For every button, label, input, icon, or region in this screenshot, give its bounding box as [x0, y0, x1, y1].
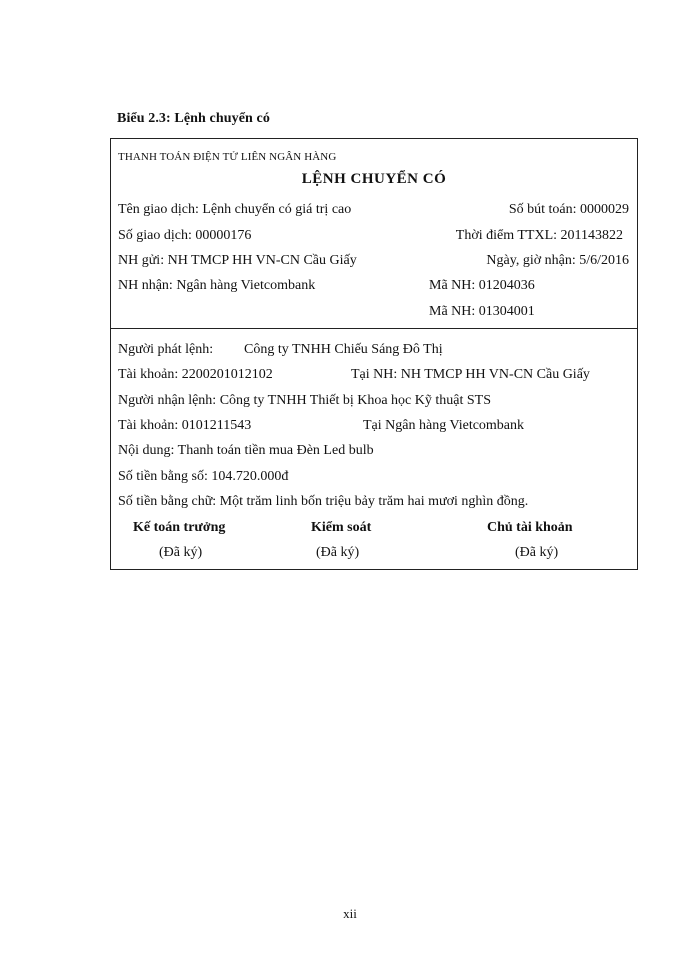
payee-bank: Tại Ngân hàng Vietcombank — [363, 418, 525, 433]
payer-account: Tài khoản: 2200201012102 — [118, 367, 273, 382]
payer-bank: Tại NH: NH TMCP HH VN-CN Cầu Giấy — [351, 367, 590, 382]
payee: Người nhận lệnh: Công ty TNHH Thiết bị Khoa học Kỹ thuật STS — [118, 393, 492, 408]
processing-time: Thời điểm TTXL: 201143822 — [455, 228, 623, 243]
payee-account: Tài khoản: 0101211543 — [118, 418, 252, 433]
transaction-number: Số giao dịch: 00000176 — [118, 228, 252, 243]
signature-status-chief-accountant: (Đã ký) — [159, 545, 203, 560]
transaction-name: Tên giao dịch: Lệnh chuyển có giá trị cao — [118, 202, 352, 217]
section-divider — [111, 328, 637, 329]
signature-status-controller: (Đã ký) — [316, 545, 360, 560]
figure-caption: Biểu 2.3: Lệnh chuyển có — [117, 111, 270, 126]
order-title: LỆNH CHUYỂN CÓ — [301, 171, 447, 187]
page-number: xii — [343, 906, 357, 921]
system-name: THANH TOÁN ĐIỆN TỬ LIÊN NGÂN HÀNG — [118, 151, 337, 163]
payment-content: Nội dung: Thanh toán tiền mua Đèn Led bulb — [118, 443, 374, 458]
entry-number: Số bút toán: 0000029 — [508, 202, 629, 217]
received-datetime: Ngày, giờ nhận: 5/6/2016 — [486, 253, 629, 268]
amount-number: Số tiền bằng số: 104.720.000đ — [118, 469, 289, 484]
payer-label: Người phát lệnh: — [118, 342, 214, 357]
signature-role-account-owner: Chủ tài khoản — [487, 520, 573, 535]
signature-status-account-owner: (Đã ký) — [515, 545, 559, 560]
payer-name: Công ty TNHH Chiếu Sáng Đô Thị — [244, 342, 443, 357]
amount-words: Số tiền bằng chữ: Một trăm linh bốn triệu bảy trăm hai mươi nghìn đồng. — [118, 494, 529, 509]
receiver-bank: NH nhận: Ngân hàng Vietcombank — [118, 278, 316, 293]
signature-role-chief-accountant: Kế toán trưởng — [133, 520, 226, 535]
sender-bank: NH gửi: NH TMCP HH VN-CN Cầu Giấy — [118, 253, 357, 268]
bank-code-1: Mã NH: 01204036 — [429, 278, 535, 293]
credit-transfer-order — [110, 138, 638, 570]
signature-role-controller: Kiểm soát — [311, 520, 372, 535]
bank-code-2: Mã NH: 01304001 — [429, 304, 535, 319]
